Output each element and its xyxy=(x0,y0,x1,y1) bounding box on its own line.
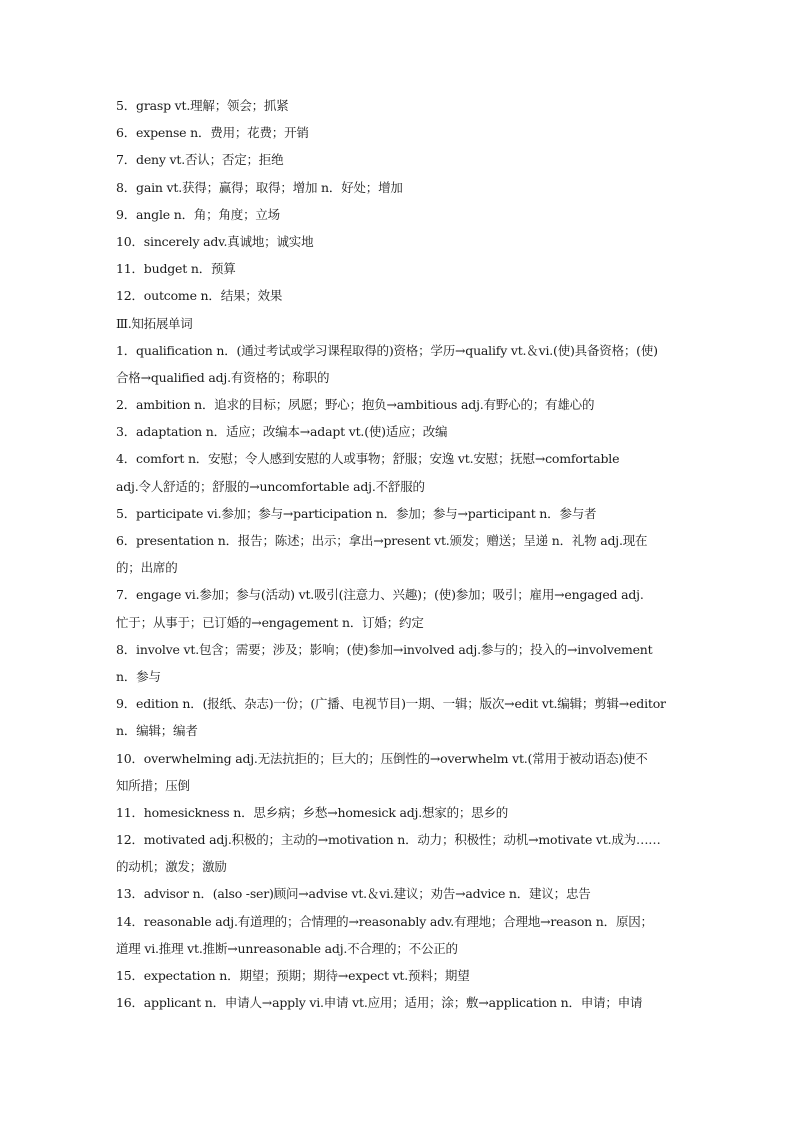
vocab-entry-comfort: 4．comfort n．安慰；令人感到安慰的人或事物；舒服；安逸 vt.安慰；抚慰→comfortable xyxy=(116,451,620,467)
vocab-entry-sincerely: 10．sincerely adv.真诚地；诚实地 xyxy=(116,233,314,249)
vocab-entry-engage: 7．engage vi.参加；参与(活动) vt.吸引(注意力、兴趣)；(使)参加；吸引；雇用→engaged adj. xyxy=(116,587,644,603)
vocab-entry-reasonable: 14．reasonable adj.有道理的；合情理的→reasonably adv.有理地；合理地→reason n．原因； xyxy=(116,913,653,929)
vocab-entry-advisor: 13．advisor n．(also -ser)顾问→advise vt.＆vi.建议；劝告→advice n．建议；忠告 xyxy=(116,886,591,902)
vocab-entry-deny: 7．deny vt.否认；否定；拒绝 xyxy=(116,152,284,168)
vocab-entry-gain: 8．gain vt.获得；赢得；取得；增加 n．好处；增加 xyxy=(116,179,403,195)
vocab-entry-edition: 9．edition n．(报纸、杂志)一份；(广播、电视节目)一期、一辑；版次→edit vt.编辑；剪辑→editor xyxy=(116,696,666,712)
vocab-entry-reasonable-cont: 道理 vi.推理 vt.推断→unreasonable adj.不合理的；不公正的 xyxy=(116,940,458,956)
vocab-entry-qualification: 1．qualification n．(通过考试或学习课程取得的)资格；学历→qualify vt.＆vi.(使)具备资格；(使) xyxy=(116,342,658,358)
vocab-entry-presentation: 6．presentation n．报告；陈述；出示；拿出→present vt.颁发；赠送；呈递 n．礼物 adj.现在 xyxy=(116,533,648,548)
vocab-entry-homesickness: 11．homesickness n．思乡病；乡愁→homesick adj.想家的；思乡的 xyxy=(116,804,509,820)
vocab-entry-overwhelming: 10．overwhelming adj.无法抗拒的；巨大的；压倒性的→overwhelm vt.(常用于被动语态)使不 xyxy=(116,750,648,766)
vocab-entry-ambition: 2．ambition n．追求的目标；夙愿；野心；抱负→ambitious adj.有野心的；有雄心的 xyxy=(116,397,595,413)
vocab-entry-participate: 5．participate vi.参加；参与→participation n．参加；参与→participant n．参与者 xyxy=(116,505,597,521)
vocab-entry-adaptation: 3．adaptation n．适应；改编本→adapt vt.(使)适应；改编 xyxy=(116,424,448,440)
vocabulary-list xyxy=(116,92,681,1016)
vocab-entry-qualification-cont: 合格→qualified adj.有资格的；称职的 xyxy=(116,369,330,385)
vocab-entry-presentation-cont: 的；出席的 xyxy=(116,560,178,576)
vocab-entry-involve: 8．involve vt.包含；需要；涉及；影响；(使)参加→involved adj.参与的；投入的→involvement xyxy=(116,641,653,657)
vocab-entry-grasp: 5．grasp vt.理解；领会；抓紧 xyxy=(116,98,289,113)
vocab-entry-applicant: 16．applicant n．申请人→apply vi.申请 vt.应用；适用；涂；敷→application n．申请；申请 xyxy=(116,995,643,1011)
vocab-entry-expense: 6．expense n．费用；花费；开销 xyxy=(116,125,309,141)
section-heading: Ⅲ.知拓展单词 xyxy=(116,315,193,331)
vocab-entry-motivated-cont: 的动机；激发；激励 xyxy=(116,859,227,875)
vocab-entry-edition-cont: n．编辑；编者 xyxy=(116,723,198,739)
vocab-entry-budget: 11．budget n．预算 xyxy=(116,261,236,277)
vocab-entry-comfort-cont: adj.令人舒适的；舒服的→uncomfortable adj.不舒服的 xyxy=(116,478,425,494)
vocab-entry-overwhelming-cont: 知所措；压倒 xyxy=(116,777,190,793)
vocab-entry-engage-cont: 忙于；从事于；已订婚的→engagement n．订婚；约定 xyxy=(116,614,424,630)
vocab-entry-outcome: 12．outcome n．结果；效果 xyxy=(116,288,283,304)
vocab-entry-involve-cont: n．参与 xyxy=(116,668,161,684)
vocab-entry-angle: 9．angle n．角；角度；立场 xyxy=(116,206,280,222)
vocab-entry-expectation: 15．expectation n．期望；预期；期待→expect vt.预料；期望 xyxy=(116,968,470,983)
vocab-entry-motivated: 12．motivated adj.积极的；主动的→motivation n．动力；积极性；动机→motivate vt.成为…… xyxy=(116,832,661,848)
